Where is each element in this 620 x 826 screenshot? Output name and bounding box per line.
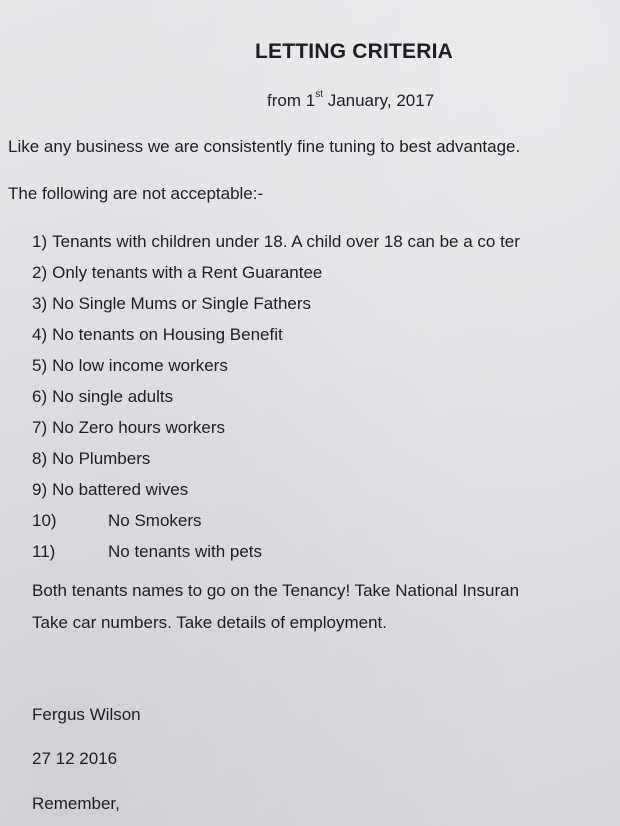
criteria-item [32, 260, 520, 291]
criteria-number: 11) [32, 542, 56, 561]
tenancy-instructions: Both tenants names to go on the Tenancy! Take National Insuran [32, 581, 520, 600]
criteria-item [32, 291, 520, 322]
criteria-number: 3) [32, 294, 48, 313]
date-ordinal: st [315, 89, 323, 101]
criteria-item [32, 508, 520, 539]
not-acceptable-heading: The following are not acceptable:- [8, 184, 264, 203]
criteria-item [32, 229, 520, 260]
date-prefix: from 1 [267, 91, 316, 110]
criteria-text: No low income workers [52, 356, 228, 375]
car-employment-instructions: Take car numbers. Take details of employment. [32, 613, 387, 632]
criteria-item [32, 415, 520, 446]
criteria-text: No single adults [52, 387, 174, 406]
signature-date: 27 12 2016 [32, 749, 118, 768]
criteria-number: 2) [32, 263, 48, 282]
criteria-text: No Plumbers [52, 449, 151, 468]
closing-text: Remember, [32, 794, 120, 813]
criteria-item [32, 384, 520, 415]
criteria-text: No battered wives [52, 480, 189, 499]
criteria-number: 1) [32, 232, 48, 251]
criteria-item [32, 539, 520, 570]
criteria-number: 6) [32, 387, 48, 406]
criteria-text: No Single Mums or Single Fathers [52, 294, 312, 313]
criteria-number: 10) [32, 511, 57, 530]
criteria-text: No Smokers [108, 511, 202, 530]
criteria-item [32, 322, 520, 353]
criteria-item [32, 353, 520, 384]
criteria-text: Tenants with children under 18. A child over 18 can be a co ter [52, 232, 520, 251]
criteria-number: 8) [32, 449, 48, 468]
intro-text: Like any business we are consistently fine tuning to best advantage. [8, 137, 521, 156]
criteria-item [32, 446, 520, 477]
criteria-item [32, 477, 520, 508]
date-suffix: January, 2017 [322, 91, 435, 110]
criteria-list [32, 229, 520, 570]
document-title: LETTING CRITERIA [255, 40, 454, 63]
effective-date [267, 91, 434, 111]
criteria-number: 9) [32, 480, 48, 499]
criteria-text: No tenants with pets [108, 542, 263, 561]
criteria-number: 4) [32, 325, 48, 344]
criteria-text: No tenants on Housing Benefit [52, 325, 283, 344]
criteria-text: No Zero hours workers [52, 418, 226, 437]
signature-name: Fergus Wilson [32, 705, 141, 724]
criteria-number: 5) [32, 356, 48, 375]
criteria-number: 7) [32, 418, 48, 437]
criteria-text: Only tenants with a Rent Guarantee [52, 263, 323, 282]
